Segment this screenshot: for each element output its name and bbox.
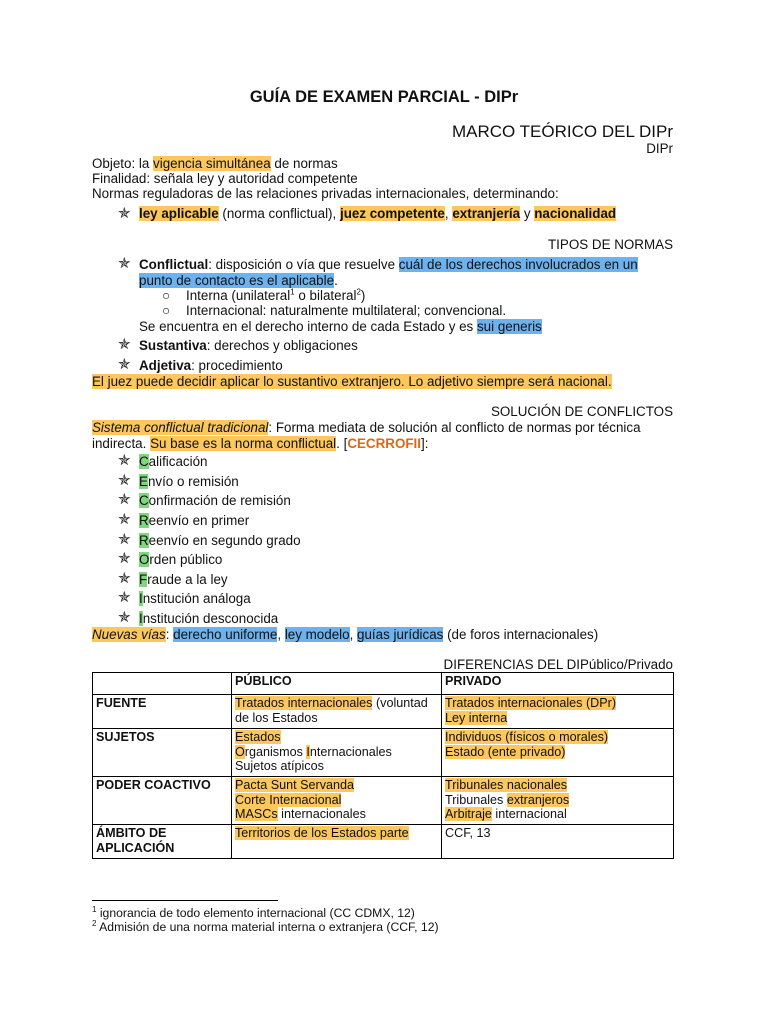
- list-item: Fraude a la ley: [139, 572, 228, 587]
- table-cell: CCF, 13: [442, 825, 674, 859]
- interna-item: Interna (unilateral$^1$ o bilateral$^2$): [186, 287, 366, 303]
- star-bullet-icon: ✯: [118, 570, 131, 587]
- star-bullet-icon: ✯: [118, 550, 131, 567]
- star-bullet-icon: ✯: [118, 531, 131, 548]
- star-bullet-icon: ✯: [118, 511, 131, 528]
- star-bullet-icon: ✯: [118, 452, 131, 469]
- sustantiva-bullet: Sustantiva: derechos y obligaciones: [139, 338, 358, 353]
- star-bullet-icon: ✯: [118, 609, 131, 626]
- table-row: [93, 695, 674, 729]
- table-row: [93, 729, 674, 777]
- row-label: PODER COACTIVO: [93, 777, 232, 825]
- circle-bullet-icon: ○: [162, 288, 171, 303]
- table-heading: DIFERENCIAS DEL DIPúblico/Privado: [443, 657, 673, 672]
- table-cell: Territorios de los Estados parte: [232, 825, 442, 859]
- differences-table: [92, 672, 674, 859]
- sistema-line: Sistema conflictual tradicional: Forma mediata de solución al conflicto de normas por técnica: [92, 420, 641, 435]
- list-item: Institución desconocida: [139, 611, 279, 626]
- section-heading-marco: MARCO TEÓRICO DEL DIPr: [451, 122, 673, 141]
- table-cell: Individuos (físicos o morales) Estado (ente privado): [442, 729, 674, 777]
- determinando-bullet: ley aplicable (norma conflictual), juez competente, extranjería y nacionalidad: [139, 206, 617, 221]
- row-label: ÁMBITO DE APLICACIÓN: [93, 825, 232, 859]
- adjetiva-bullet: Adjetiva: procedimiento: [139, 358, 283, 373]
- nuevas-vias-line: Nuevas vías: derecho uniforme, ley modelo, guías jurídicas (de foros internacionales): [92, 627, 599, 642]
- list-item: Calificación: [139, 454, 208, 469]
- star-bullet-icon: ✯: [118, 336, 131, 353]
- juez-line: El juez puede decidir aplicar lo sustantivo extranjero. Lo adjetivo siempre será nacional.: [92, 374, 612, 389]
- star-bullet-icon: ✯: [118, 356, 131, 373]
- list-item: Institución análoga: [139, 591, 251, 606]
- table-cell: [93, 673, 232, 695]
- section-subheading: DIPr: [646, 141, 673, 156]
- conflictual-bullet: Conflictual: disposición o vía que resuelve cuál de los derechos involucrados en un: [139, 257, 638, 272]
- section-heading-tipos: TIPOS DE NORMAS: [548, 237, 673, 252]
- page-title: GUÍA DE EXAMEN PARCIAL - DIPr: [249, 88, 519, 106]
- sui-generis-line: Se encuentra en el derecho interno de cada Estado y es sui generis: [139, 319, 542, 334]
- objeto-line: Objeto: la vigencia simultánea de normas: [92, 156, 338, 171]
- star-bullet-icon: ✯: [118, 491, 131, 508]
- list-item: Reenvío en primer: [139, 513, 250, 528]
- star-bullet-icon: ✯: [118, 589, 131, 606]
- list-item: Envío o remisión: [139, 474, 239, 489]
- row-label: FUENTE: [93, 695, 232, 729]
- row-label: SUJETOS: [93, 729, 232, 777]
- star-bullet-icon: ✯: [118, 255, 131, 272]
- table-cell: Tribunales nacionales Tribunales extranjeros Arbitraje internacional: [442, 777, 674, 825]
- section-heading-solucion: SOLUCIÓN DE CONFLICTOS: [490, 404, 673, 419]
- normas-line: Normas reguladoras de las relaciones privadas internacionales, determinando:: [92, 186, 559, 201]
- star-bullet-icon: ✯: [118, 472, 131, 489]
- table-cell: Pacta Sunt Servanda Corte Internacional MASCs internacionales: [232, 777, 442, 825]
- list-item: Orden público: [139, 552, 223, 567]
- internacional-item: Internacional: naturalmente multilateral; convencional.: [186, 303, 507, 318]
- table-cell: Estados Organismos Internacionales Sujetos atípicos: [232, 729, 442, 777]
- conflictual-bullet-cont: punto de contacto es el aplicable.: [139, 273, 338, 288]
- list-item: Confirmación de remisión: [139, 493, 291, 508]
- finalidad-line: Finalidad: señala ley y autoridad competente: [92, 171, 358, 186]
- table-row: [93, 825, 674, 859]
- table-row: [93, 673, 674, 695]
- table-header-cell: PRIVADO: [442, 673, 674, 695]
- table-row: [93, 777, 674, 825]
- footnote-2: $^2$ Admisión de una norma material interna o extranjera (CCF, 12): [92, 918, 439, 934]
- table-cell: Tratados internacionales (voluntad de los Estados: [232, 695, 442, 729]
- table-cell: Tratados internacionales (DPr) Ley interna: [442, 695, 674, 729]
- star-bullet-icon: ✯: [118, 205, 131, 222]
- footnote-divider: [92, 900, 278, 901]
- table-header-cell: PÚBLICO: [232, 673, 442, 695]
- circle-bullet-icon: ○: [162, 303, 171, 318]
- sistema-line-cont: indirecta. Su base es la norma conflictual. [CECRROFII]:: [92, 436, 429, 451]
- list-item: Reenvío en segundo grado: [139, 533, 301, 548]
- footnote-1: $^1$ ignorancia de todo elemento internacional (CC CDMX, 12): [92, 904, 415, 920]
